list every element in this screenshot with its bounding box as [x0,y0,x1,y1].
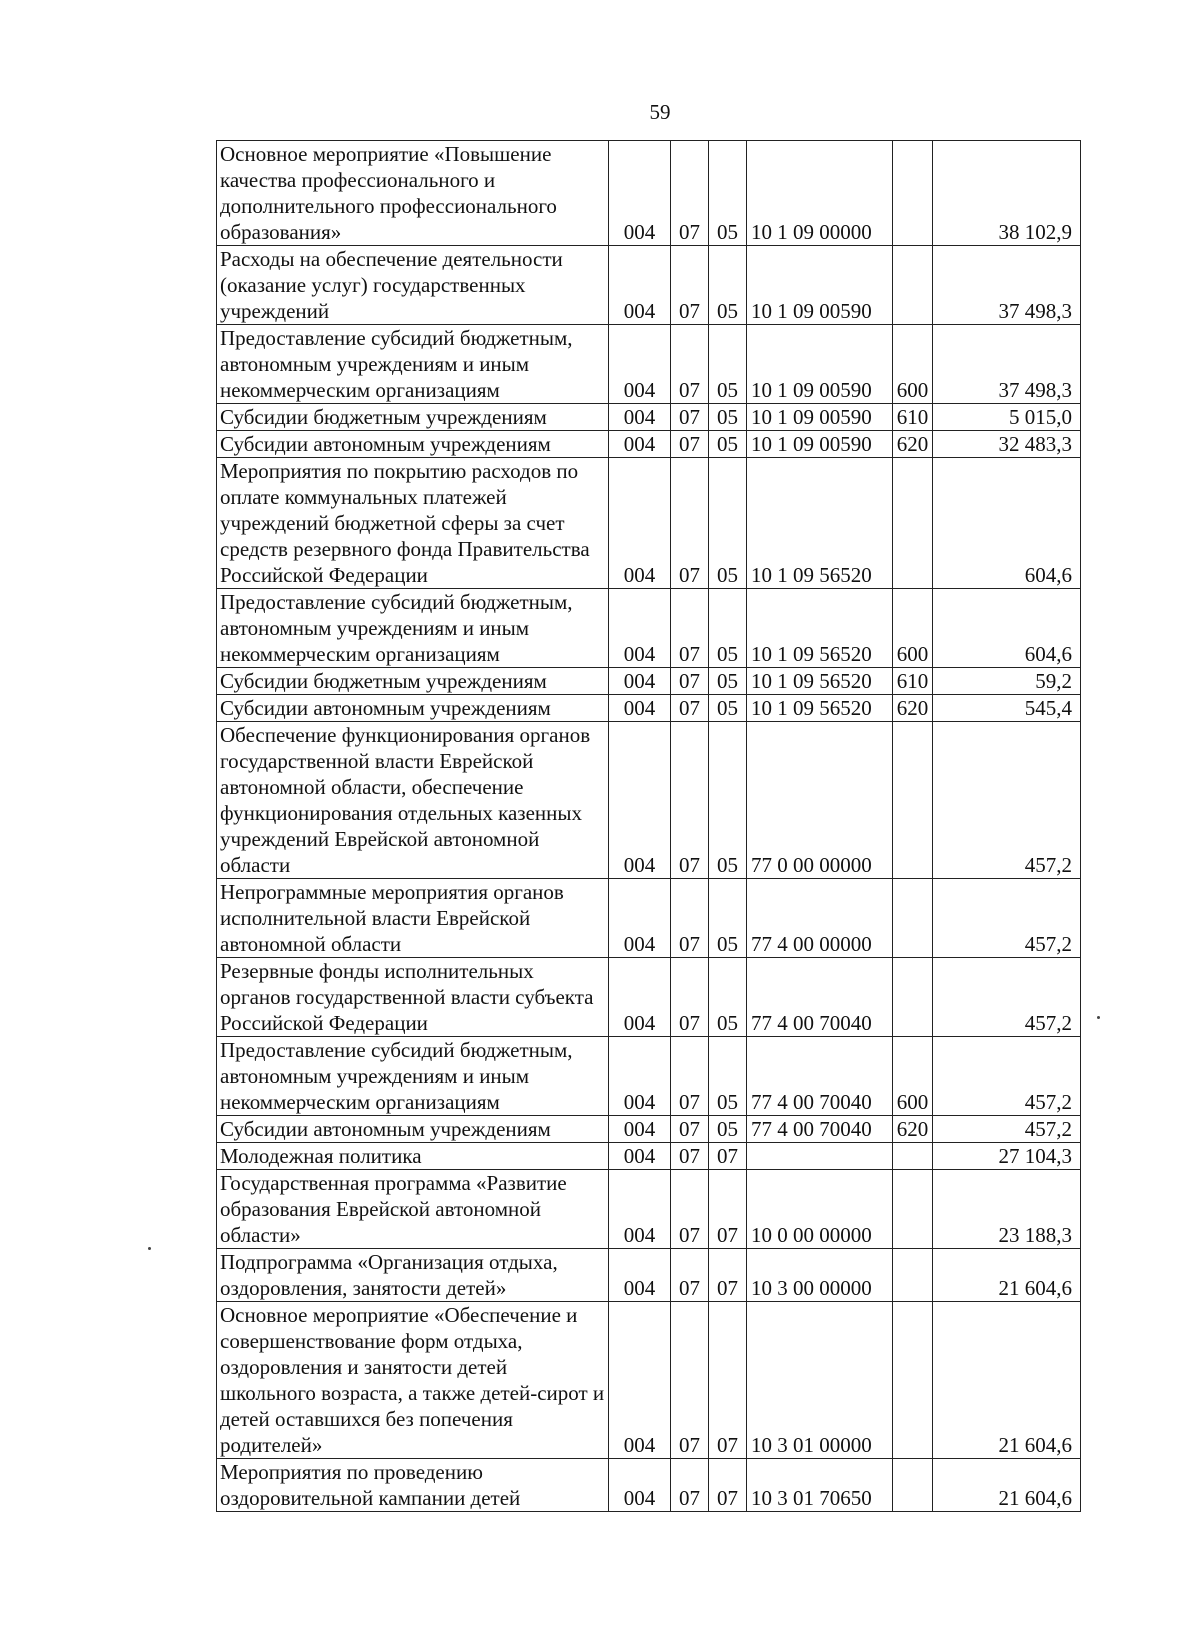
row-name: Основное мероприятие «Обеспечение и совершенствование форм отдыха, оздоровления и занятости детей школьного возраста, а также детей-сирот и детей оставшихся без попечения родителей» [217,1302,609,1459]
row-name: Обеспечение функционирования органов государственной власти Еврейской автономной области, обеспечение функционирования отдельных казенных учреждений Еврейской автономной области [217,722,609,879]
ministry-code: 004 [609,1116,671,1143]
table-row [217,404,1081,431]
section-code: 07 [671,1116,709,1143]
table-row [217,589,1081,668]
subsection-code: 05 [709,404,747,431]
table-row [217,1037,1081,1116]
ministry-code: 004 [609,1170,671,1249]
row-name: Предоставление субсидий бюджетным, автономным учреждениям и иным некоммерческим организациям [217,589,609,668]
section-code: 07 [671,1170,709,1249]
table-row [217,722,1081,879]
ministry-code: 004 [609,431,671,458]
section-code: 07 [671,958,709,1037]
expense-type-code [893,141,933,246]
amount: 457,2 [933,1037,1081,1116]
section-code: 07 [671,668,709,695]
row-name: Субсидии автономным учреждениям [217,1116,609,1143]
expense-type-code [893,1170,933,1249]
section-code: 07 [671,722,709,879]
expense-type-code: 620 [893,431,933,458]
table-row [217,668,1081,695]
subsection-code: 07 [709,1302,747,1459]
subsection-code: 05 [709,958,747,1037]
section-code: 07 [671,879,709,958]
subsection-code: 07 [709,1170,747,1249]
table-row [217,1143,1081,1170]
ministry-code: 004 [609,325,671,404]
amount: 21 604,6 [933,1249,1081,1302]
subsection-code: 07 [709,1143,747,1170]
amount: 21 604,6 [933,1459,1081,1512]
ministry-code: 004 [609,404,671,431]
table-row [217,141,1081,246]
target-article-code: 10 3 01 00000 [747,1302,893,1459]
target-article-code: 77 0 00 00000 [747,722,893,879]
section-code: 07 [671,1143,709,1170]
amount: 5 015,0 [933,404,1081,431]
expense-type-code [893,1459,933,1512]
amount: 32 483,3 [933,431,1081,458]
section-code: 07 [671,246,709,325]
row-name: Субсидии бюджетным учреждениям [217,668,609,695]
section-code: 07 [671,1249,709,1302]
ministry-code: 004 [609,668,671,695]
amount: 457,2 [933,879,1081,958]
ministry-code: 004 [609,958,671,1037]
expense-type-code: 620 [893,695,933,722]
target-article-code: 10 1 09 56520 [747,589,893,668]
ministry-code: 004 [609,246,671,325]
ministry-code: 004 [609,589,671,668]
target-article-code: 77 4 00 70040 [747,958,893,1037]
table-row [217,958,1081,1037]
target-article-code: 10 1 09 56520 [747,695,893,722]
section-code: 07 [671,431,709,458]
section-code: 07 [671,141,709,246]
table-row [217,246,1081,325]
row-name: Субсидии бюджетным учреждениям [217,404,609,431]
subsection-code: 05 [709,1037,747,1116]
section-code: 07 [671,404,709,431]
section-code: 07 [671,458,709,589]
row-name: Предоставление субсидий бюджетным, автономным учреждениям и иным некоммерческим организациям [217,325,609,404]
scan-speck [1097,1016,1100,1019]
row-name: Резервные фонды исполнительных органов государственной власти субъекта Российской Федерации [217,958,609,1037]
subsection-code: 05 [709,325,747,404]
amount: 38 102,9 [933,141,1081,246]
target-article-code: 10 1 09 00590 [747,325,893,404]
amount: 27 104,3 [933,1143,1081,1170]
amount: 59,2 [933,668,1081,695]
expense-type-code [893,1143,933,1170]
subsection-code: 05 [709,695,747,722]
expense-type-code [893,1302,933,1459]
ministry-code: 004 [609,1143,671,1170]
ministry-code: 004 [609,722,671,879]
row-name: Предоставление субсидий бюджетным, автономным учреждениям и иным некоммерческим организациям [217,1037,609,1116]
table-row [217,1249,1081,1302]
amount: 545,4 [933,695,1081,722]
subsection-code: 07 [709,1249,747,1302]
table-row [217,1459,1081,1512]
table-row [217,1116,1081,1143]
expense-type-code [893,879,933,958]
amount: 37 498,3 [933,325,1081,404]
row-name: Расходы на обеспечение деятельности (оказание услуг) государственных учреждений [217,246,609,325]
target-article-code: 10 3 01 70650 [747,1459,893,1512]
ministry-code: 004 [609,695,671,722]
target-article-code: 10 1 09 00000 [747,141,893,246]
ministry-code: 004 [609,879,671,958]
amount: 457,2 [933,1116,1081,1143]
ministry-code: 004 [609,1459,671,1512]
target-article-code: 10 1 09 00590 [747,431,893,458]
section-code: 07 [671,695,709,722]
expense-type-code: 620 [893,1116,933,1143]
table-row [217,325,1081,404]
row-name: Молодежная политика [217,1143,609,1170]
subsection-code: 05 [709,668,747,695]
row-name: Субсидии автономным учреждениям [217,695,609,722]
subsection-code: 05 [709,141,747,246]
target-article-code: 10 1 09 00590 [747,246,893,325]
section-code: 07 [671,589,709,668]
subsection-code: 07 [709,1459,747,1512]
target-article-code: 77 4 00 70040 [747,1037,893,1116]
expense-type-code [893,958,933,1037]
subsection-code: 05 [709,458,747,589]
amount: 457,2 [933,958,1081,1037]
target-article-code: 10 1 09 56520 [747,668,893,695]
expense-type-code: 600 [893,589,933,668]
amount: 37 498,3 [933,246,1081,325]
ministry-code: 004 [609,141,671,246]
section-code: 07 [671,1037,709,1116]
table-row [217,1302,1081,1459]
amount: 457,2 [933,722,1081,879]
subsection-code: 05 [709,879,747,958]
budget-table [216,140,1081,1512]
row-name: Непрограммные мероприятия органов исполнительной власти Еврейской автономной области [217,879,609,958]
amount: 23 188,3 [933,1170,1081,1249]
ministry-code: 004 [609,458,671,589]
target-article-code [747,1143,893,1170]
section-code: 07 [671,1302,709,1459]
subsection-code: 05 [709,431,747,458]
row-name: Государственная программа «Развитие образования Еврейской автономной области» [217,1170,609,1249]
amount: 604,6 [933,589,1081,668]
target-article-code: 77 4 00 70040 [747,1116,893,1143]
subsection-code: 05 [709,1116,747,1143]
amount: 604,6 [933,458,1081,589]
row-name: Мероприятия по проведению оздоровительной кампании детей [217,1459,609,1512]
subsection-code: 05 [709,722,747,879]
ministry-code: 004 [609,1302,671,1459]
table-row [217,458,1081,589]
scan-speck [148,1247,151,1250]
expense-type-code: 610 [893,404,933,431]
ministry-code: 004 [609,1249,671,1302]
expense-type-code: 600 [893,325,933,404]
table-row [217,879,1081,958]
expense-type-code: 610 [893,668,933,695]
table-row [217,1170,1081,1249]
row-name: Основное мероприятие «Повышение качества профессионального и дополнительного профессионального образования» [217,141,609,246]
row-name: Мероприятия по покрытию расходов по оплате коммунальных платежей учреждений бюджетной сферы за счет средств резервного фонда Правительства Российской Федерации [217,458,609,589]
subsection-code: 05 [709,246,747,325]
expense-type-code [893,722,933,879]
target-article-code: 77 4 00 00000 [747,879,893,958]
section-code: 07 [671,1459,709,1512]
expense-type-code [893,246,933,325]
row-name: Подпрограмма «Организация отдыха, оздоровления, занятости детей» [217,1249,609,1302]
page-number: 59 [649,100,671,124]
subsection-code: 05 [709,589,747,668]
amount: 21 604,6 [933,1302,1081,1459]
table-row [217,695,1081,722]
ministry-code: 004 [609,1037,671,1116]
row-name: Субсидии автономным учреждениям [217,431,609,458]
target-article-code: 10 0 00 00000 [747,1170,893,1249]
target-article-code: 10 3 00 00000 [747,1249,893,1302]
target-article-code: 10 1 09 00590 [747,404,893,431]
expense-type-code [893,1249,933,1302]
table-row [217,431,1081,458]
expense-type-code [893,458,933,589]
section-code: 07 [671,325,709,404]
expense-type-code: 600 [893,1037,933,1116]
target-article-code: 10 1 09 56520 [747,458,893,589]
